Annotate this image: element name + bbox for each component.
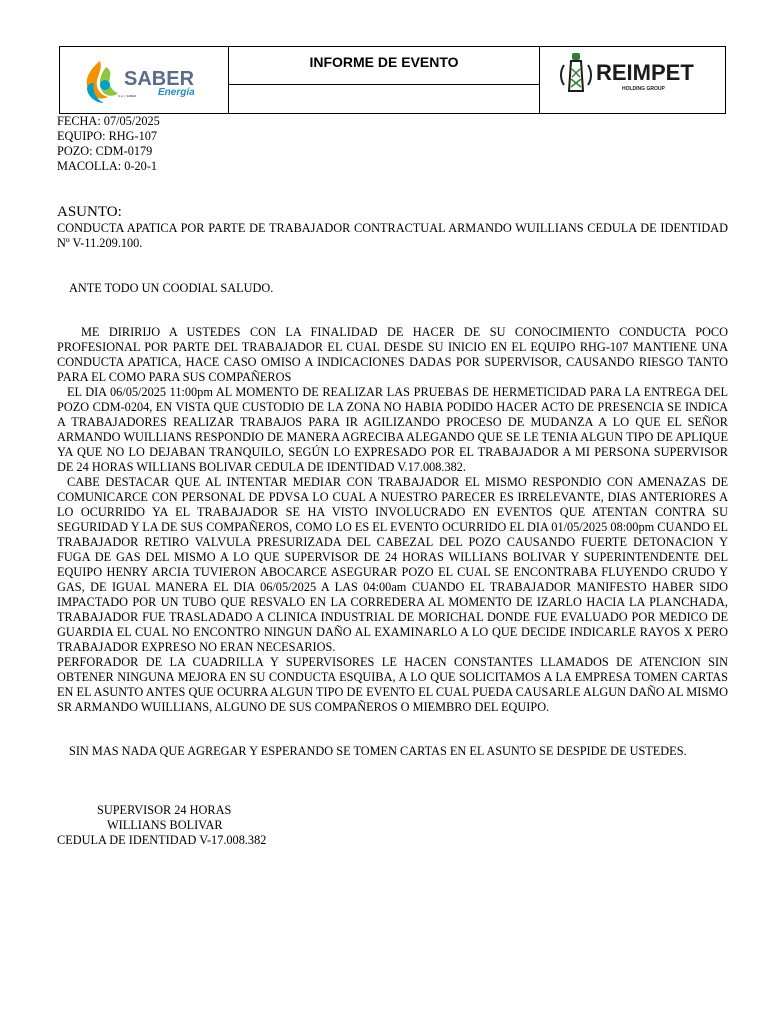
document-title: INFORME DE EVENTO — [229, 47, 540, 85]
signature-role: SUPERVISOR 24 HORAS — [97, 803, 232, 817]
report-body — [57, 325, 728, 715]
oil-derrick-icon — [540, 47, 725, 113]
reimpet-logo — [540, 47, 725, 113]
header-blank-cell — [229, 85, 540, 113]
reimpet-wordmark: REIMPET — [596, 60, 694, 85]
asunto-text: CONDUCTA APATICA POR PARTE DE TRABAJADOR CONTRACTUAL ARMANDO WUILLIANS CEDULA DE IDENTIDAD Nº V-11.209.100. — [57, 221, 728, 250]
saber-wordmark: SABER — [124, 68, 195, 90]
equipo-line: EQUIPO: RHG-107 — [57, 129, 158, 143]
closing-line: SIN MAS NADA QUE AGREGAR Y ESPERANDO SE TOMEN CARTAS EN EL ASUNTO SE DESPIDE DE USTEDES. — [69, 744, 687, 758]
asunto-label: ASUNTO: — [57, 204, 122, 220]
macolla-line: MACOLLA: 0-20-1 — [57, 159, 158, 173]
document-header — [59, 46, 726, 114]
saber-logo — [60, 47, 229, 113]
paragraph-1: ME DIRIRIJO A USTEDES CON LA FINALIDAD DE HACER DE SU CONOCIMIENTO CONDUCTA POCO PROFESIONAL POR PARTE DEL TRABAJADOR EL CUAL DESDE SU INICIO EN EL EQUIPO RHG-107 MANTIENE UNA CONDUCTA APATICA, HACE CASO OMISO A INDICACIONES DADAS POR SUPERVISOR, CAUSANDO RIESGO TANTO PARA EL COMO PARA SUS COMPAÑEROS — [57, 325, 728, 384]
greeting: ANTE TODO UN COODIAL SALUDO. — [69, 281, 274, 295]
reimpet-sub: HOLDING GROUP — [622, 86, 665, 92]
signature-name: WILLIANS BOLIVAR — [107, 818, 223, 832]
paragraph-4: PERFORADOR DE LA CUADRILLA Y SUPERVISORES LE HACEN CONSTANTES LLAMADOS DE ATENCION SIN OBTENER NINGUNA MEJORA EN SU CONDUCTA ESQUIBA, A LO QUE SOLICITAMOS A LA EMPRESA TOMEN CARTAS EN EL ASUNTO ANTES QUE OCURRA ALGUN TIPO DE EVENTO EL CUAL PUEDA CAUSARLE ALGUN DAÑO AL MISMO SR ARMANDO WUILLIANS, ALGUNO DE SUS COMPAÑEROS O MIEMBRO DEL EQUIPO. — [57, 655, 728, 714]
saber-sub: Energía — [158, 87, 195, 98]
paragraph-3: CABE DESTACAR QUE AL INTENTAR MEDIAR CON TRABAJADOR EL MISMO RESPONDIO CON AMENAZAS DE COMUNICARCE CON PERSONAL DE PDVSA LO CUAL A NUESTRO PARECER ES IRRELEVANTE, DIAS ANTERIORES A LO OCURRIDO YA EL TRABAJADOR SE HA VISTO INVOLUCRADO EN EVENTOS QUE ATENTAN CONTRA SU SEGURIDAD Y LA DE SUS COMPAÑEROS, COMO LO ES EL EVENTO OCURRIDO EL DIA 01/05/2025 08:00pm CUANDO EL TRABAJADOR RETIRO VALVULA PRESURIZADA DEL CABEZAL DEL POZO CAUSANDO FUERTE DETONACION Y FUGA DE GAS DEL MISMO A LO QUE SUPERVISOR DE 24 HORAS WILLIANS BOLIVAR Y SUPERINTENDENTE DEL EQUIPO HENRY ARCIA TUVIERON ABOCARCE ASEGURAR POZO EL CUAL SE ENCONTRABA FLUYENDO CRUDO Y GAS, DE IGUAL MANERA EL DIA 06/05/2025 A LAS 04:00am CUANDO EL TRABAJADOR MANIFESTO HABER SIDO IMPACTADO POR UN TUBO QUE RESVALO EN LA CORREDERA AL MOMENTO DE IZARLO HACIA LA PLANCHADA, TRABAJADOR FUE TRASLADADO A CLINICA INDUSTRIAL DE MORICHAL DONDE FUE EVALUADO POR MEDICO DE GUARDIA EL CUAL NO ENCONTRO NINGUN DAÑO AL EXAMINARLO A LO QUE DECIDE INDICARLE RAYOS X PERO TRABAJADOR EXPRESO NO ERAN NECESARIOS. — [57, 475, 728, 654]
pozo-line: POZO: CDM-0179 — [57, 144, 153, 158]
signature-id: CEDULA DE IDENTIDAD V-17.008.382 — [57, 833, 267, 847]
saber-flame-icon — [60, 47, 229, 113]
event-metadata — [57, 114, 160, 174]
fecha-line: FECHA: 07/05/2025 — [57, 114, 160, 128]
saber-tiny: S.A. | SABER — [118, 94, 137, 98]
paragraph-2: EL DIA 06/05/2025 11:00pm AL MOMENTO DE REALIZAR LAS PRUEBAS DE HERMETICIDAD PARA LA ENTREGA DEL POZO CDM-0204, EN VISTA QUE CUSTODIO DE LA ZONA NO HABIA PODIDO HACER ACTO DE PRESENCIA SE INDICA A TRABAJADORES REALIZAR TRABAJOS PARA IR AGILIZANDO PROCESO DE MUDANZA A LO QUE EL SEÑOR ARMANDO WUILLIANS RESPONDIO DE MANERA AGRECIBA ALEGANDO QUE SE LE TENIA ALGUN TIPO DE APLIQUE YA QUE NO LO DEJABAN TRANQUILO, SEGÚN LO EXPRESADO POR EL TRABAJADOR A MI PERSONA SUPERVISOR DE 24 HORAS WILLIANS BOLIVAR CEDULA DE IDENTIDAD V.17.008.382. — [57, 385, 728, 474]
